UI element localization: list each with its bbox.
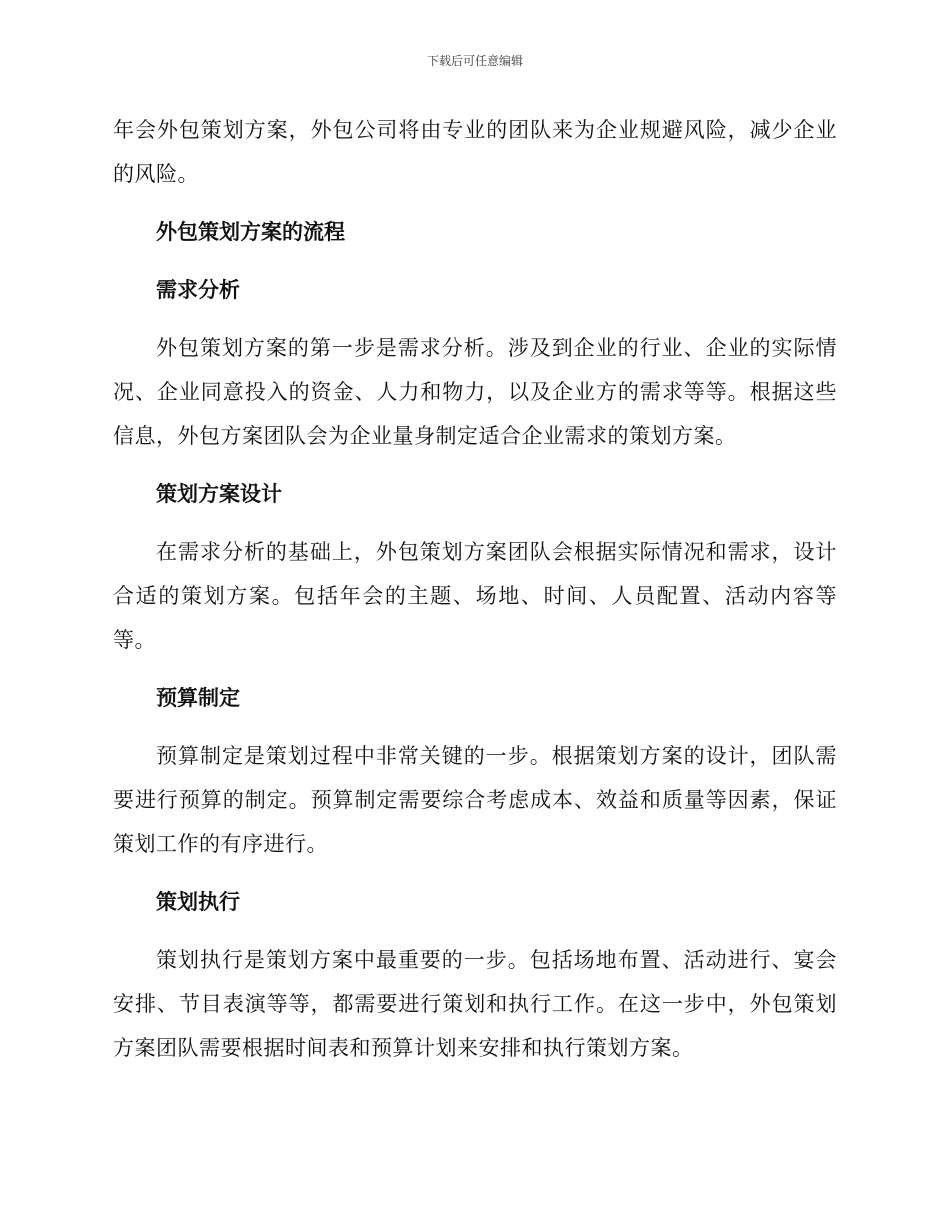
spacer xyxy=(113,254,837,268)
intro-paragraph: 年会外包策划方案，外包公司将由专业的团队来为企业规避风险，减少企业的风险。 xyxy=(113,118,837,186)
spacer xyxy=(113,924,837,938)
section-heading-plan-design: 策划方案设计 xyxy=(156,482,282,506)
section-heading-demand-analysis: 需求分析 xyxy=(156,278,240,302)
section-heading-execution: 策划执行 xyxy=(156,890,240,914)
section-heading-budget: 预算制定 xyxy=(156,686,240,710)
section-body-demand-analysis: 外包策划方案的第一步是需求分析。涉及到企业的行业、企业的实际情况、企业同意投入的资金、人力和物力，以及企业方的需求等等。根据这些信息，外包方案团队会为企业量身制定适合企业需求的策划方案。 xyxy=(113,336,837,448)
spacer xyxy=(113,458,837,472)
section-body-budget: 预算制定是策划过程中非常关键的一步。根据策划方案的设计，团队需要进行预算的制定。预算制定需要综合考虑成本、效益和质量等因素，保证策划工作的有序进行。 xyxy=(113,744,837,856)
spacer xyxy=(113,516,837,530)
page-header: 下载后可任意编辑 xyxy=(426,54,523,68)
spacer xyxy=(113,662,837,676)
spacer xyxy=(113,196,837,210)
document-body xyxy=(113,108,837,1070)
section-title: 外包策划方案的流程 xyxy=(156,220,345,244)
spacer xyxy=(113,720,837,734)
section-body-plan-design: 在需求分析的基础上，外包策划方案团队会根据实际情况和需求，设计合适的策划方案。包括年会的主题、场地、时间、人员配置、活动内容等等。 xyxy=(113,540,837,652)
spacer xyxy=(113,312,837,326)
spacer xyxy=(113,866,837,880)
section-body-execution: 策划执行是策划方案中最重要的一步。包括场地布置、活动进行、宴会安排、节目表演等等，都需要进行策划和执行工作。在这一步中，外包策划方案团队需要根据时间表和预算计划来安排和执行策划方案。 xyxy=(113,948,837,1060)
